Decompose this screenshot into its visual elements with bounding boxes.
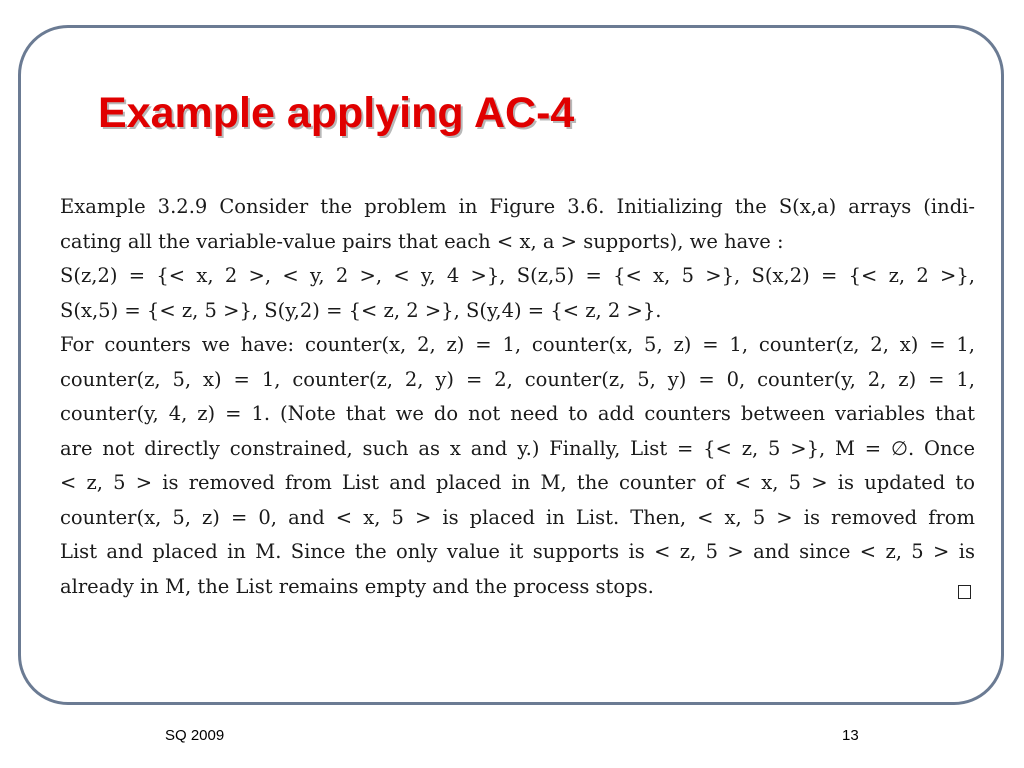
body-line-3: S(z,2) = {< x, 2 >, < y, 2 >, < y, 4 >}, S(z,5) = {< x, 5 >}, S(x,2) = {< z, 2 >}, — [60, 264, 975, 287]
body-line-5: For counters we have: counter(x, 2, z) = 1, counter(x, 5, z) = 1, counter(z, 2, x) = 1, — [60, 333, 975, 356]
body-line-6: counter(z, 5, x) = 1, counter(z, 2, y) = 2, counter(z, 5, y) = 0, counter(y, 2, z) = 1, — [60, 367, 975, 391]
footer-text: SQ 2009 — [165, 727, 225, 744]
example-body — [60, 190, 975, 604]
body-line-8: are not directly constrained, such as x and y.) Finally, List = {< z, 5 >}, M = ∅. Once — [60, 436, 975, 460]
body-line-7: counter(y, 4, z) = 1. (Note that we do not need to add counters between variables that — [60, 402, 975, 425]
body-line-2: cating all the variable-value pairs that each < x, a > supports), we have : — [60, 229, 784, 253]
body-line-11: List and placed in M. Since the only value it supports is < z, 5 > and since < z, 5 > is — [60, 540, 975, 563]
page-number: 13 — [842, 727, 859, 744]
body-line-12: already in M, the List remains empty and the process stops. — [60, 574, 654, 598]
qed-square-icon — [958, 585, 971, 599]
body-line-10: counter(x, 5, z) = 0, and < x, 5 > is placed in List. Then, < x, 5 > is removed from — [60, 505, 975, 529]
body-line-1: Example 3.2.9 Consider the problem in Figure 3.6. Initializing the S(x,a) arrays (indi- — [60, 195, 975, 218]
slide-title: Example applying AC-4 — [98, 89, 575, 137]
body-line-9: < z, 5 > is removed from List and placed in M, the counter of < x, 5 > is updated to — [60, 471, 975, 494]
body-line-4: S(x,5) = {< z, 5 >}, S(y,2) = {< z, 2 >}, S(y,4) = {< z, 2 >}. — [60, 298, 662, 322]
